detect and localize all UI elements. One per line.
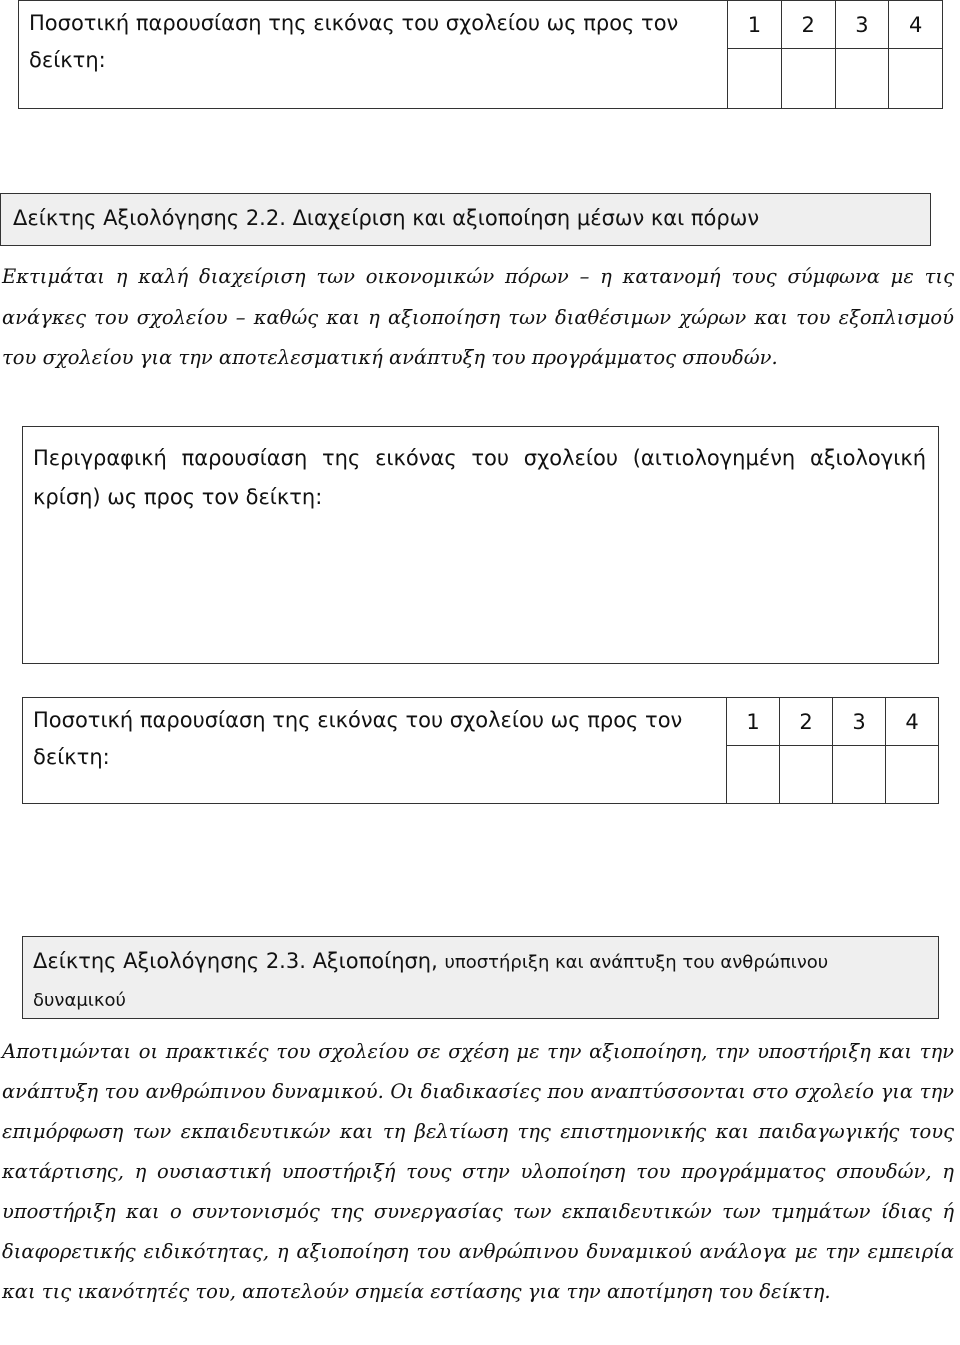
indicator-description-2-3: Αποτιμώνται οι πρακτικές του σχολείου σε σχέση με την αξιοποίηση, την υποστήριξη και την ανάπτυξη του ανθρώπινου δυναμικού. Οι διαδικασίες που αναπτύσσονται στο σχολείο για την επιμόρφωση των εκπαιδευτικών και τη βελτίωση της επιστημονικής και παιδαγωγικής τους κατάρτισης, η ουσιαστική υποστήριξή τους στην υλοποίηση του προγράμματος σπουδών, η υποστήριξη και ο συντονισμός της συνεργασίας των εκπαιδευτικών των τμημάτων ίδιας ή διαφορετικής ειδικότητας, η αξιοποίηση του ανθρώπινου δυναμικού ανάλογα με την εμπειρία και τις ικανότητές του, αποτελούν σημεία εστίασης για την αποτίμηση του δείκτη. [2,1040,954,1303]
scale-cell-2[interactable] [780,746,833,804]
scale-cell-3[interactable] [833,746,886,804]
scale-value-3: 3 [833,698,886,746]
scale-value-4: 4 [886,698,939,746]
indicator-heading-2-3 [22,936,939,1019]
indicator-heading-2-3-main: Δείκτης Αξιολόγησης 2.3. Αξιοποίηση, [33,949,445,973]
scale-value-2: 2 [780,698,833,746]
quantitative-label [19,1,728,109]
scale-cell-3[interactable] [835,49,889,109]
indicator-heading-2-2 [0,193,931,246]
quantitative-label-text: Ποσοτική παρουσίαση της εικόνας του σχολείου ως προς τον δείκτη: [29,11,679,72]
scale-value-1: 1 [728,1,782,49]
scale-cell-4[interactable] [889,49,943,109]
quantitative-label [23,698,727,804]
scale-cell-1[interactable] [728,49,782,109]
indicator-heading-2-3-rest: υποστήριξη και ανάπτυξη του ανθρώπινου δυναμικού [33,952,829,1011]
quantitative-label-text: Ποσοτική παρουσίαση της εικόνας του σχολείου ως προς τον δείκτη: [33,708,683,769]
scale-cell-2[interactable] [781,49,835,109]
indicator-heading-2-2-text: Δείκτης Αξιολόγησης 2.2. Διαχείριση και αξιοποίηση μέσων και πόρων [13,206,760,230]
scale-value-2: 2 [781,1,835,49]
quantitative-table-2-2 [22,697,939,804]
scale-value-4: 4 [889,1,943,49]
scale-value-3: 3 [835,1,889,49]
quantitative-table-top [18,0,943,109]
scale-cell-1[interactable] [727,746,780,804]
qualitative-description-box[interactable] [22,426,939,664]
qualitative-label: Περιγραφική παρουσίαση της εικόνας του σχολείου (αιτιολογημένη αξιολογική κρίση) ως προς τον δείκτη: [33,446,926,509]
indicator-description-2-2: Εκτιμάται η καλή διαχείριση των οικονομικών πόρων – η κατανομή τους σύμφωνα με τις ανάγκες του σχολείου – καθώς και η αξιοποίηση των διαθέσιμων χώρων και του εξοπλισμού του σχολείου για την αποτελεσματική ανάπτυξη του προγράμματος σπουδών. [2,265,954,369]
scale-value-1: 1 [727,698,780,746]
scale-cell-4[interactable] [886,746,939,804]
